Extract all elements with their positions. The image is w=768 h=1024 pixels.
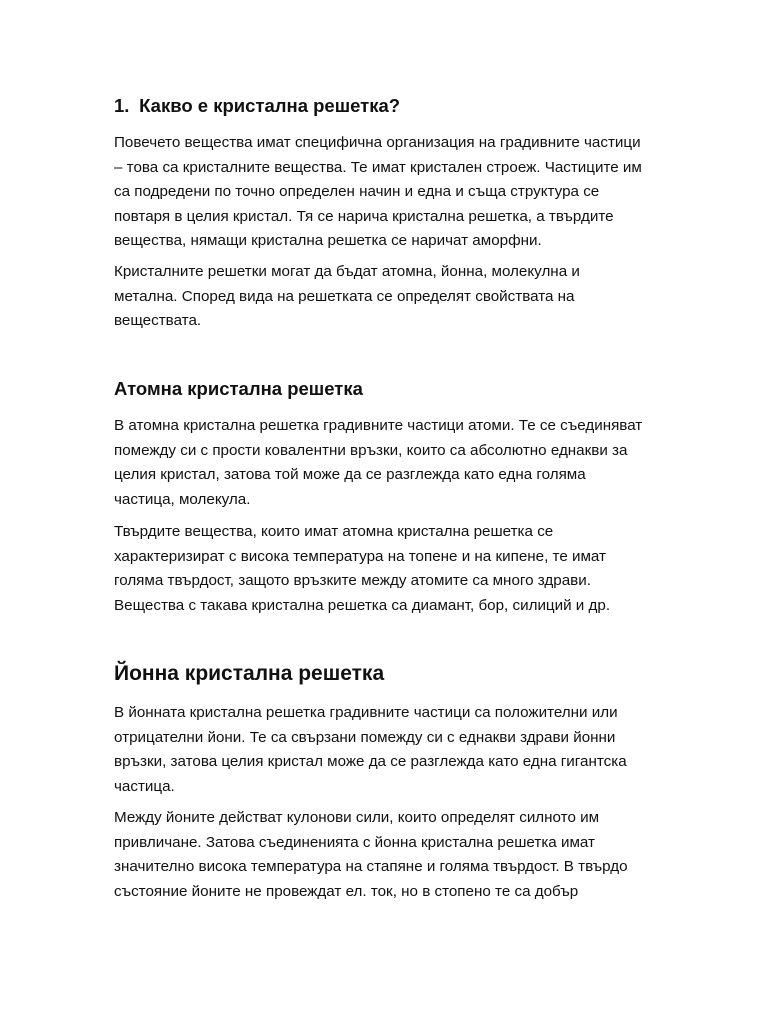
text-line: връзки, затова целия кристал може да се разглежда като една гигантска bbox=[114, 753, 627, 770]
text-line: частица, молекула. bbox=[114, 490, 251, 508]
text-line: състояние йоните не провеждат ел. ток, но в стопено те са добър bbox=[114, 882, 579, 900]
text-line: значително висока температура на стапяне и голяма твърдост. В твърдо bbox=[114, 858, 628, 875]
text-line: Между йоните действат кулонови сили, които определят силното им bbox=[114, 809, 600, 826]
section-heading-ionic-lattice: Йонна кристална решетка bbox=[114, 662, 385, 685]
text-line: са подредени по точно определен начин и една и съща структура се bbox=[114, 183, 600, 200]
paragraph bbox=[114, 131, 674, 254]
text-line: частица. bbox=[114, 777, 175, 795]
text-line: вещества, нямащи кристална решетка се наричат аморфни. bbox=[114, 232, 542, 249]
text-line: Кристалните решетки могат да бъдат атомна, йонна, молекулна и bbox=[114, 263, 580, 280]
paragraph bbox=[114, 260, 674, 334]
paragraph bbox=[114, 701, 674, 799]
text-line: – това са кристалните вещества. Те имат кристален строеж. Частиците им bbox=[114, 158, 642, 176]
text-line: характеризират с висока температура на топене и на кипене, те имат bbox=[114, 547, 606, 565]
heading-number: 1. bbox=[114, 95, 130, 116]
text-line: Вещества с такава кристална решетка са диамант, бор, силиций и др. bbox=[114, 596, 611, 614]
text-line: В йонната кристална решетка градивните частици са положителни или bbox=[114, 704, 618, 721]
section-heading-crystal-lattice bbox=[114, 93, 674, 119]
text-line: целия кристал, затова той може да се разглежда като една голяма bbox=[114, 466, 586, 483]
text-line: привличане. Затова съединенията с йонна кристална решетка имат bbox=[114, 833, 595, 851]
text-line: повтаря в целия кристал. Тя се нарича кристална решетка, а твърдите bbox=[114, 207, 614, 225]
text-line: веществата. bbox=[114, 312, 202, 329]
text-line: голяма твърдост, защото връзките между атомите са много здрави. bbox=[114, 572, 591, 589]
text-line: В атомна кристална решетка градивните частици атоми. Те се съединяват bbox=[114, 417, 643, 434]
text-line: отрицателни йони. Те са свързани помежду си с еднакви здрави йонни bbox=[114, 728, 616, 746]
heading-text: Какво е кристална решетка? bbox=[139, 95, 401, 116]
section-heading-atomic-lattice: Атомна кристална решетка bbox=[114, 378, 363, 399]
text-line: помежду си с прости ковалентни връзки, които са абсолютно еднакви за bbox=[114, 441, 628, 459]
paragraph bbox=[114, 806, 674, 904]
paragraph bbox=[114, 414, 674, 512]
text-line: метална. Според вида на решетката се определят свойствата на bbox=[114, 287, 575, 305]
text-line: Повечето вещества имат специфична организация на градивните частици bbox=[114, 134, 641, 151]
paragraph bbox=[114, 520, 674, 618]
text-line: Твърдите вещества, които имат атомна кристална решетка се bbox=[114, 523, 554, 540]
